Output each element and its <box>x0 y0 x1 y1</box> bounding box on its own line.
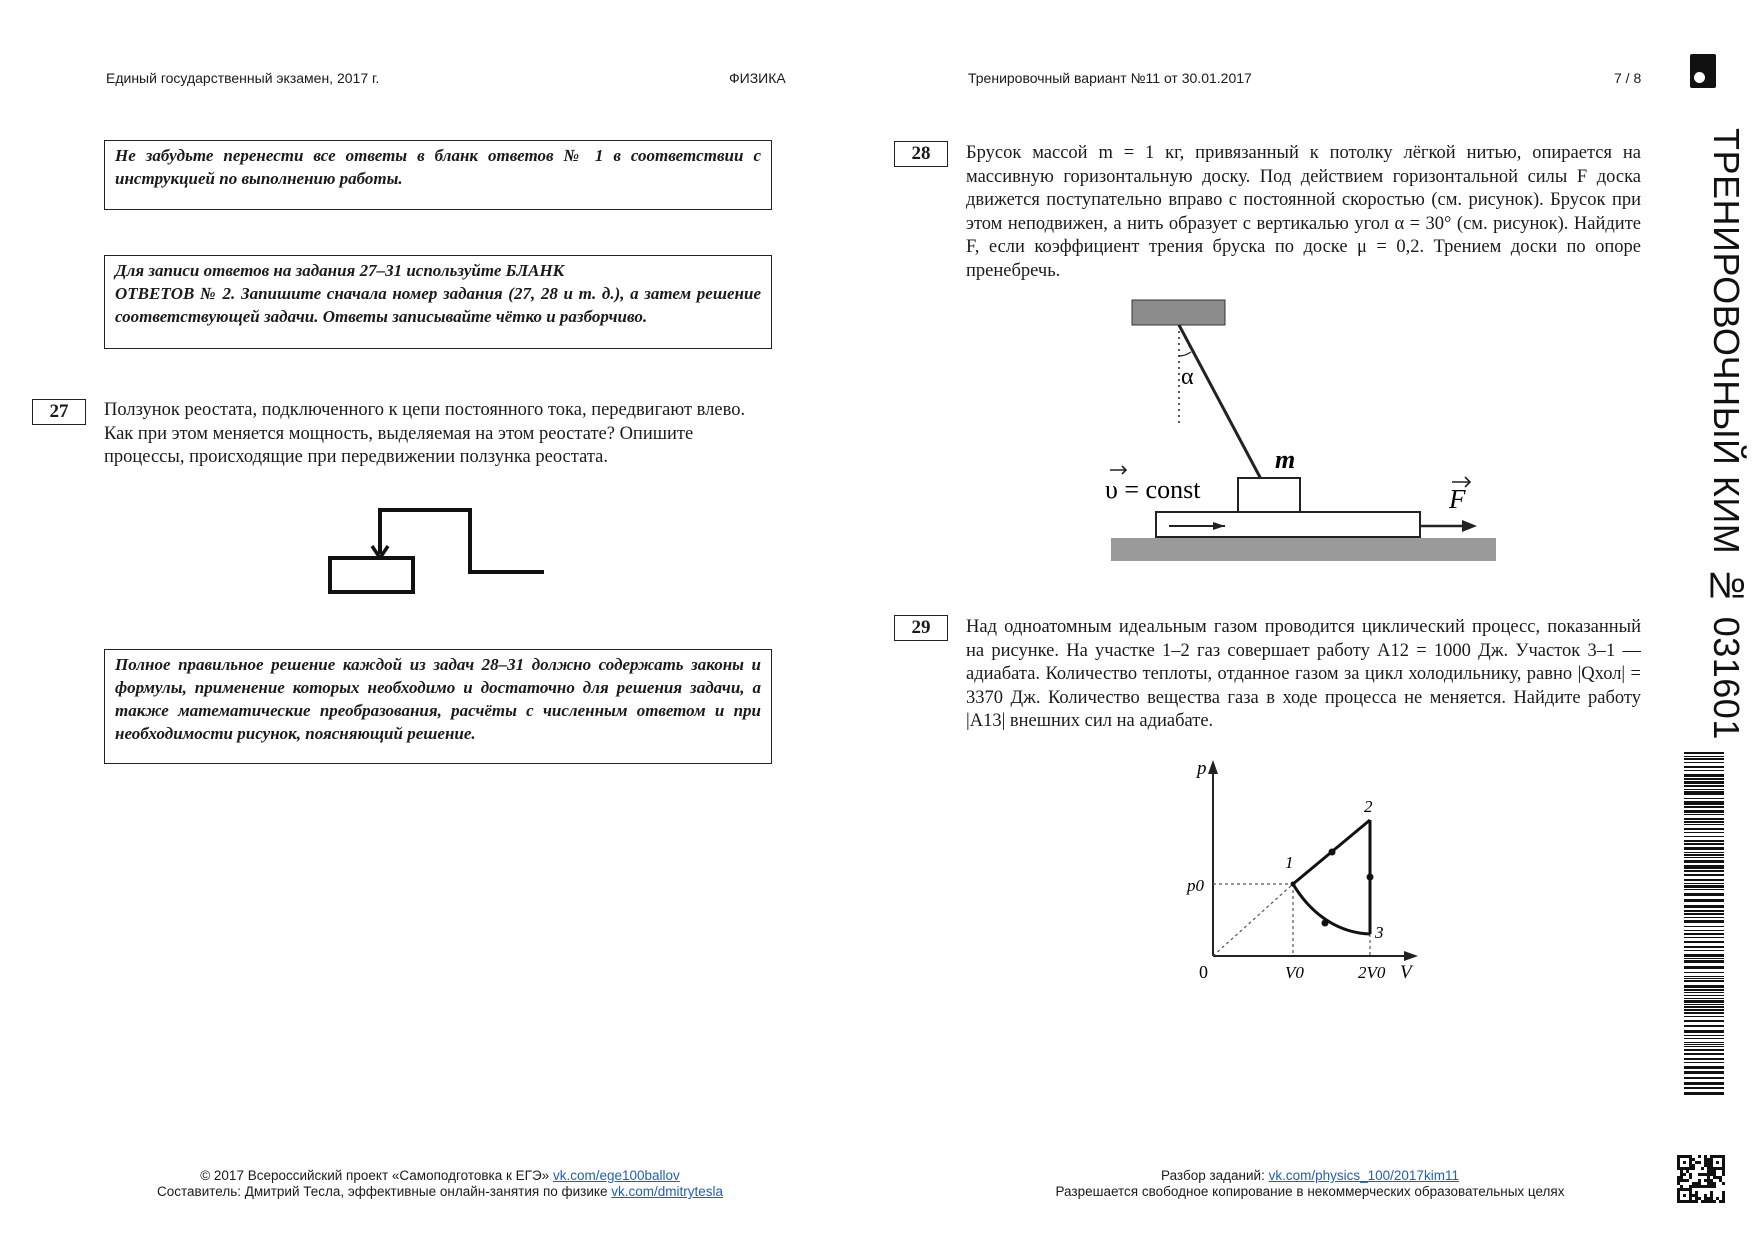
note-answer-form-2: Для записи ответов на задания 27–31 используйте БЛАНК ОТВЕТОВ № 2. Запишите сначала номер задания (27, 28 и т. д.), а затем решение соответствующей задачи. Ответы записывайте чётко и разборчиво. <box>104 255 772 349</box>
task-27-number: 27 <box>32 399 86 425</box>
note-transfer-answers: Не забудьте перенести все ответы в бланк ответов № 1 в соответствии с инструкцией по выполнению работы. <box>104 140 772 210</box>
velocity-label: υ = const <box>1105 475 1201 504</box>
page-number: 7 / 8 <box>1614 70 1642 86</box>
link-ege100ballov[interactable]: vk.com/ege100ballov <box>552 1168 680 1183</box>
origin-label: 0 <box>1199 962 1208 982</box>
2v0-label: 2V0 <box>1358 963 1386 982</box>
point-2-label: 2 <box>1364 797 1373 816</box>
p-axis-label: p <box>1197 758 1207 779</box>
barcode-icon <box>1684 752 1724 1102</box>
variant-title: Тренировочный вариант №11 от 30.01.2017 <box>968 70 1252 86</box>
point-3-label: 3 <box>1375 923 1384 942</box>
p0-label: p0 <box>1187 876 1204 895</box>
block-on-board-figure <box>1105 298 1505 568</box>
board <box>1156 512 1420 537</box>
point-1-label: 1 <box>1285 853 1294 872</box>
task-29-number: 29 <box>894 615 948 641</box>
vertical-kim-title: ТРЕНИРОВОЧНЫЙ КИМ № 031601 <box>1706 128 1747 740</box>
rheostat-body <box>330 558 413 592</box>
floor <box>1111 538 1496 561</box>
task-29-text: Над одноатомным идеальным газом проводится циклический процесс, показанный на рисунке. На участке 1–2 газ совершает работу A12 = 1000 Дж. Участок 3–1 — адиабата. Количество теплоты, отданное газом за цикл холодильнику, равно |Qхол| = 3370 Дж. Количество вещества газа в ходе процесса не меняется. Найдите работу |A13| внешних сил на адиабате. <box>966 617 1641 731</box>
thread <box>1179 325 1270 496</box>
block <box>1238 478 1300 512</box>
arrow-2-3 <box>1367 874 1374 881</box>
task-28-number: 28 <box>894 141 948 167</box>
rheostat-figure <box>320 500 550 600</box>
note-full-solution: Полное правильное решение каждой из задач 28–31 должно содержать законы и формулы, применение которых необходимо и достаточно для решения задачи, а также математические преобразования, расчёты с численным ответом и при необходимости рисунок, поясняющий решение. <box>104 649 772 764</box>
arrow-1-2 <box>1329 849 1336 856</box>
alpha-label: α <box>1181 364 1194 390</box>
task-27-text: Ползунок реостата, подключенного к цепи постоянного тока, передвигают влево. Как при этом меняется мощность, выделяемая на этом реостате? Опишите процессы, происходящие при передвижении ползунка реостата. <box>104 400 746 467</box>
arrow-3-1 <box>1322 920 1329 927</box>
process-3-1-adiabat <box>1293 884 1370 934</box>
angle-arc <box>1179 352 1191 356</box>
v-axis-label: V <box>1400 962 1412 983</box>
footer-left: © 2017 Всероссийский проект «Самоподготовка к ЕГЭ» vk.com/ege100ballov Составитель: Дмитрий Тесла, эффективные онлайн-занятия по физике vk.com/dmitrytesla <box>156 1168 724 1199</box>
dashed-origin-line <box>1213 884 1293 956</box>
ceiling <box>1132 300 1225 325</box>
link-dmitrytesla[interactable]: vk.com/dmitrytesla <box>611 1184 724 1199</box>
corner-mark-icon <box>1690 54 1716 88</box>
mass-label: m <box>1275 445 1296 474</box>
velocity-vector-icon <box>1110 466 1126 474</box>
v0-label: V0 <box>1285 963 1304 982</box>
link-physics-analysis[interactable]: vk.com/physics_100/2017kim11 <box>1268 1168 1459 1183</box>
pv-diagram <box>1172 756 1432 996</box>
qr-code-icon <box>1677 1155 1725 1203</box>
force-label: F <box>1449 484 1466 514</box>
exam-title: Единый государственный экзамен, 2017 г. <box>106 70 380 86</box>
subject-title: ФИЗИКА <box>729 70 786 86</box>
task-28-text: Брусок массой m = 1 кг, привязанный к потолку лёгкой нитью, опирается на массивную горизонтальную доску. Под действием горизонтальной силы F доска движется поступательно вправо с постоянной скоростью (см. рисунок). Брусок при этом неподвижен, а нить образует с вертикалью угол α = 30° (см. рисунок). Найдите F, если коэффициент трения бруска по доске μ = 0,2. Трением доски по опоре пренебречь. <box>966 143 1641 281</box>
footer-right: Разбор заданий: vk.com/physics_100/2017kim11 Разрешается свободное копирование в некоммерческих образовательных целях <box>1055 1168 1565 1199</box>
